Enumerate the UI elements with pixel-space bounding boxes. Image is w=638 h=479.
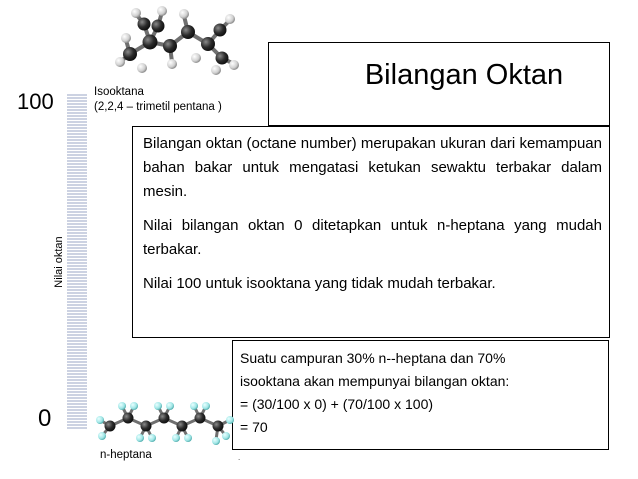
- slide-title: Bilangan Oktan: [364, 59, 564, 91]
- example-line-1: Suatu campuran 30% n--heptana dan 70%: [240, 350, 506, 366]
- scale-axis-label: Nilai oktan: [53, 236, 65, 288]
- example-box: [232, 340, 609, 450]
- heptane-name: n-heptana: [100, 449, 152, 461]
- title-box: [268, 42, 610, 126]
- octane-scale-ruler: [65, 94, 89, 430]
- description-paragraph-3: Nilai 100 untuk isooktana yang tidak mudah terbakar.: [143, 275, 496, 292]
- isooctane-name: Isooktana: [94, 86, 144, 98]
- isooctane-molecule-image: [112, 2, 242, 80]
- description-paragraph-1: Bilangan oktan (octane number) merupakan ukuran dari kemampuan bahan bakar untuk mengatasi ketukan sewaktu terbakar dalam mesin.: [143, 135, 602, 200]
- footer-mark: .: [238, 453, 241, 462]
- description-paragraph-2: Nilai bilangan oktan 0 ditetapkan untuk n-heptana yang mudah terbakar.: [143, 217, 602, 258]
- heptane-molecule-image: [96, 398, 244, 448]
- scale-bottom-label: 0: [38, 405, 52, 432]
- example-line-4: = 70: [240, 419, 268, 435]
- description-box: [132, 126, 610, 338]
- scale-top-label: 100: [17, 89, 54, 114]
- example-line-3: = (30/100 x 0) + (70/100 x 100): [240, 396, 434, 412]
- example-line-2: isooktana akan mempunyai bilangan oktan:: [240, 373, 510, 389]
- isooctane-formula: (2,2,4 – trimetil pentana ): [94, 101, 222, 113]
